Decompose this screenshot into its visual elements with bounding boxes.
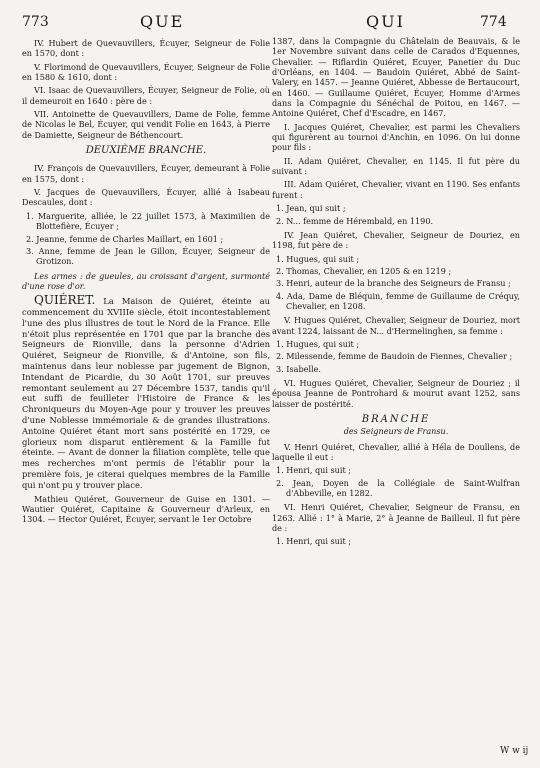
signature-mark: W w ij <box>500 746 529 756</box>
entry-hugues-v: V. Hugues Quiéret, Chevalier, Seigneur de Douriez, mort avant 1224, laissant de N... d'Hermelinghen, sa femme : <box>272 315 520 336</box>
list-item: 2. Milessende, femme de Baudoin de Fiennes, Chevalier ; <box>276 351 513 362</box>
entry-isaac: VI. Isaac de Quevauvillers, Écuyer, Seigneur de Folie, où il demeuroit en 1640 : père de : <box>22 85 270 106</box>
quieret-introduction <box>22 295 270 490</box>
section-heading-second-branch: DEUXIÈME BRANCHE. <box>85 145 207 157</box>
children-list-hugues <box>272 339 520 374</box>
children-list-henri-vi <box>272 536 520 546</box>
entry-florimond: V. Florimond de Quevauvillers, Écuyer, Seigneur de Folie en 1580 & 1610, dont : <box>22 61 270 83</box>
entry-hubert: IV. Hubert de Quevauvillers, Écuyer, Seigneur de Folie en 1570, dont : <box>22 38 270 59</box>
entry-hugues-vi: VI. Hugues Quiéret, Chevalier, Seigneur de Douriez ; il épousa Jeanne de Pontrohard & mourut avant 1252, sans laisser de postérité. <box>272 377 520 409</box>
left-running-head: QUE <box>140 12 185 31</box>
list-item: 3. Isabelle. <box>276 363 321 374</box>
continuation-paragraph: 1387, dans la Compagnie du Châtelain de Beauvais, & le 1er Novembre suivant dans celle de Carados d'Equennes, Chevalier. — Riflardin Quiéret, Ecuyer, Panetier du Duc d'Orléans, en 1404. — Baudoin Quiéret, Abbé de Saint-Valery, en 1457. — Jeanne Quiéret, Abbesse de Bertaucourt, en 1460. — Guillaume Quiéret, Écuyer, Homme d'Armes dans la Compagnie du Sénéchal de Poitou, en 1467. — Antoine Quiéret, Chef d'Escadre, en 1467. <box>272 36 520 119</box>
entry-henri-v: V. Henri Quiéret, Chevalier, allié à Héla de Doullens, de laquelle il eut : <box>272 441 520 463</box>
entry-francois: IV. François de Quevauvillers, Écuyer, demeurant à Folie en 1575, dont : <box>22 163 270 184</box>
list-item: 1. Henri, qui suit ; <box>276 536 352 547</box>
left-page-number: 773 <box>22 14 49 30</box>
list-item: 1. Henri, qui suit ; <box>276 465 352 476</box>
page-header <box>0 12 540 34</box>
quieret-lead-word: QUIÉRET. <box>34 293 96 308</box>
entry-mathieu: Mathieu Quiéret, Gouverneur de Guise en 1301. — Wautier Quiéret, Capitaine & Gouverneur d'Arleux, en 1304. — Hector Quiéret, Écuyer, servant le 1er Octobre <box>22 493 270 525</box>
section-heading-branch: BRANCHE <box>361 414 431 425</box>
coat-of-arms: Les armes : de gueules, au croissant d'argent, surmonté d'une rose d'or. <box>22 270 270 291</box>
list-item: 2. Jean, Doyen de la Collégiale de Saint-Wulfran d'Abbeville, en 1282. <box>276 477 520 499</box>
entry-jacques: V. Jacques de Quevauvillers, Écuyer, allié à Isabeau Descaules, dont : <box>22 187 270 208</box>
entry-adam-iii: III. Adam Quiéret, Chevalier, vivant en 1190. Ses enfants furent : <box>272 179 520 200</box>
list-item: 1. Hugues, qui suit ; <box>276 253 360 264</box>
list-item: 2. Thomas, Chevalier, en 1205 & en 1219 ; <box>276 265 452 276</box>
entry-antoinette: VII. Antoinette de Quevauvillers, Dame de Folie, femme de Nicolas le Bel, Écuyer, qui vendit Folie en 1643, à Pierre de Damiette, Seigneur de Béthencourt. <box>22 109 270 140</box>
quieret-intro-text: La Maison de Quiéret, éteinte au commencement du XVIIIe siècle, étoit incontestablement l'une des plus illustres de tout le Nord de la France. Elle n'étoit plus représentée en 1701 que par la branche des Seigneurs de Rionville, dans la personne d'Adrien Quiéret, Seigneur de Rionville, & d'Antoine, son fils, maintenus dans leur noblesse par jugement de Bignon, Intendant de Picardie, du 30 Août 1701, sur preuves remontant seulement au 27 Décembre 1537, tandis qu'il eut suffi de feuilleter l'Histoire de France & les Chroniqueurs du Moyen-Age pour y trouver les preuves d'une Noblesse immémoriale & de grandes illustrations. Antoine Quiéret étant mort sans postérité en 1729, ce glorieux nom disparut entièrement & la Famille fut éteinte. — Avant de donner la filiation complète, telle que mes recherches m'ont permis de l'établir pour la première fois, je citerai quelques membres de la Famille qui n'ont pu y trouver place. <box>22 296 270 490</box>
entry-jacques-quieret: I. Jacques Quiéret, Chevalier, est parmi les Chevaliers qui figurèrent au tournoi d'Anchin, en 1096. On lui donne pour fils : <box>272 121 520 153</box>
list-item: 2. N... femme de Hérembald, en 1190. <box>276 215 434 226</box>
right-running-head: QUI <box>366 12 405 31</box>
children-list-henri-v <box>272 465 520 498</box>
right-column <box>272 36 520 551</box>
list-item: 1. Jean, qui suit ; <box>276 203 346 214</box>
list-item: 3. Anne, femme de Jean le Gillon, Écuyer, Seigneur de Grotizon. <box>26 245 270 267</box>
right-page-number: 774 <box>480 14 507 30</box>
left-column <box>22 38 270 528</box>
children-list-jean <box>272 254 520 312</box>
children-list-jacques <box>22 211 270 267</box>
list-item: 1. Hugues, qui suit ; <box>276 338 360 349</box>
entry-henri-vi: VI. Henri Quiéret, Chevalier, Seigneur de Fransu, en 1263. Allié : 1° à Marie, 2° à Jeanne de Bailleul. Il fut père de : <box>272 502 520 534</box>
list-item: 4. Ada, Dame de Bléquin, femme de Guillaume de Créquy, Chevalier, en 1208. <box>276 290 520 311</box>
list-item: 1. Marguerite, alliée, le 22 juillet 1573, à Maximilien de Blottefière, Écuyer ; <box>26 210 270 232</box>
section-subheading-fransu: des Seigneurs de Fransu. <box>343 426 449 437</box>
list-item: 2. Jeanne, femme de Charles Maillart, en 1601 ; <box>26 233 224 244</box>
entry-jean-iv: IV. Jean Quiéret, Chevalier, Seigneur de Douriez, en 1198, fut père de : <box>272 229 520 251</box>
children-list-adam <box>272 203 520 226</box>
list-item: 3. Henri, auteur de la branche des Seigneurs de Fransu ; <box>276 278 511 289</box>
entry-adam-ii: II. Adam Quiéret, Chevalier, en 1145. Il fut père du suivant : <box>272 155 520 177</box>
